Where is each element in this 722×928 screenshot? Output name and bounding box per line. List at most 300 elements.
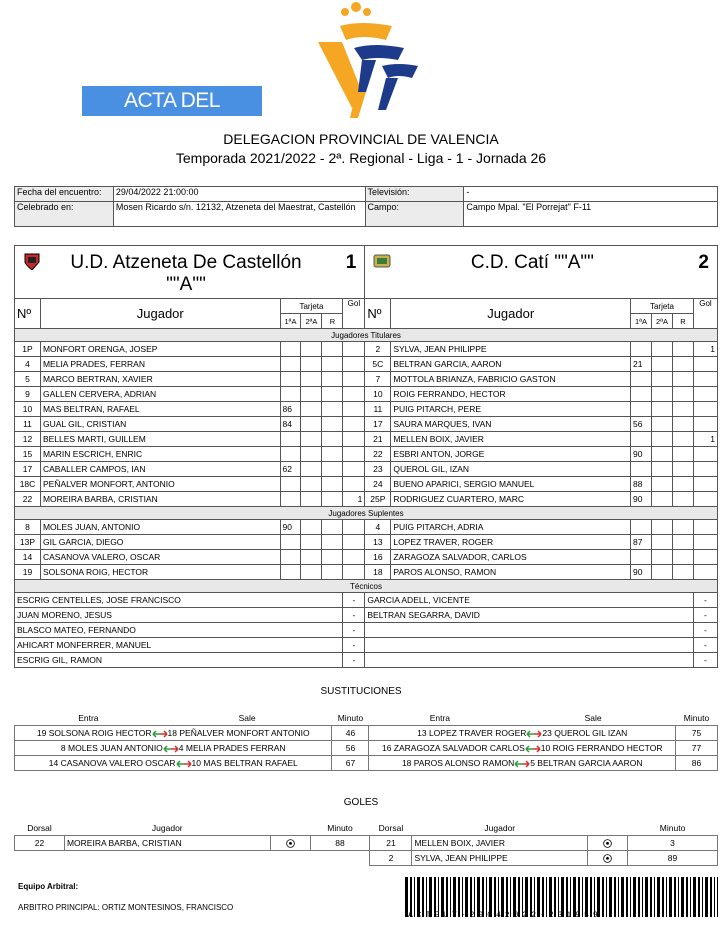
celebrado-label: Celebrado en: (15, 202, 114, 227)
away-player-red (672, 535, 693, 550)
celebrado-value: Mosen Ricardo s/n. 12132, Atzeneta del Maestrat, Castellón (113, 202, 365, 227)
away-sub-minute: 77 (675, 741, 717, 756)
player-row (15, 387, 718, 402)
home-sub-minute: 46 (332, 726, 369, 741)
home-player-goals (343, 432, 365, 447)
away-player-goals (693, 447, 717, 462)
home-player-number: 14 (15, 550, 41, 565)
home-player-name: PEÑALVER MONFORT, ANTONIO (40, 477, 280, 492)
away-goal-ball (588, 851, 628, 866)
home-coach-value: - (343, 623, 365, 638)
away-player-card1: 90 (631, 447, 652, 462)
away-player-card2 (652, 387, 673, 402)
goal-row (15, 851, 718, 866)
home-player-red (322, 372, 343, 387)
home-player-name: MARCO BERTRAN, XAVIER (40, 372, 280, 387)
away-goal-minute: 89 (628, 851, 718, 866)
away-player-goals (693, 387, 717, 402)
away-player-card2 (652, 535, 673, 550)
away-sub-in: 18 PAROS ALONSO RAMON (401, 758, 515, 768)
soccer-ball-icon (286, 839, 295, 848)
home-player-goals (343, 565, 365, 580)
home-player-card1: 84 (280, 417, 301, 432)
home-coach-name: BLASCO MATEO, FERNANDO (15, 623, 343, 638)
away-player-name: MELLEN BOIX, JAVIER (391, 432, 631, 447)
away-player-number: 4 (365, 520, 391, 535)
subs-col-entra-home: Entra (15, 711, 163, 726)
tecnicos-section-row (15, 580, 718, 593)
away-player-red (672, 387, 693, 402)
home-player-card2 (301, 387, 322, 402)
away-team-score: 2 (698, 252, 709, 273)
away-player-card2 (652, 342, 673, 357)
home-player-card2 (301, 492, 322, 507)
home-col-gol: Gol (343, 299, 365, 329)
goal-row (15, 836, 718, 851)
away-player-name: ROIG FERRANDO, HECTOR (391, 387, 631, 402)
home-player-red (322, 462, 343, 477)
home-player-goals (343, 372, 365, 387)
away-coach-value: - (693, 638, 717, 653)
away-player-name: SYLVA, JEAN PHILIPPE (391, 342, 631, 357)
away-player-red (672, 492, 693, 507)
away-player-number: 24 (365, 477, 391, 492)
player-row (15, 372, 718, 387)
away-player-card1 (631, 402, 652, 417)
home-player-card1: 90 (280, 520, 301, 535)
away-player-name: BUENO APARICI, SERGIO MANUEL (391, 477, 631, 492)
substitution-row (15, 726, 718, 741)
home-sub-in: 19 SOLSONA ROIG HECTOR (36, 728, 152, 738)
home-player-card2 (301, 535, 322, 550)
home-player-name: GALLEN CERVERA, ADRIAN (40, 387, 280, 402)
away-player-goals (693, 520, 717, 535)
home-player-goals (343, 462, 365, 477)
away-team-header (365, 246, 718, 299)
away-player-name: PUIG PITARCH, ADRIA (391, 520, 631, 535)
away-coach-value: - (693, 653, 717, 668)
away-player-number: 5C (365, 357, 391, 372)
away-player-goals (693, 402, 717, 417)
away-player-card2 (652, 520, 673, 535)
away-player-goals: 1 (693, 432, 717, 447)
goles-col-blank-home (270, 821, 310, 836)
home-sub-in: 8 MOLES JUAN ANTONIO (60, 743, 163, 753)
away-player-goals (693, 477, 717, 492)
player-row (15, 417, 718, 432)
campo-value: Campo Mpal. "El Porrejat" F-11 (464, 202, 718, 227)
home-player-card1 (280, 432, 301, 447)
goles-col-jugador-away: Jugador (412, 821, 588, 836)
away-player-card2 (652, 550, 673, 565)
away-col-gol: Gol (693, 299, 717, 329)
home-player-red (322, 492, 343, 507)
home-player-goals (343, 402, 365, 417)
home-player-number: 1P (15, 342, 41, 357)
home-player-number: 15 (15, 447, 41, 462)
away-player-card1 (631, 462, 652, 477)
away-player-name: RODRIGUEZ CUARTERO, MARC (391, 492, 631, 507)
goles-col-minuto-away: Minuto (628, 821, 718, 836)
player-row (15, 550, 718, 565)
home-player-name: GUAL GIL, CRISTIAN (40, 417, 280, 432)
away-player-number: 7 (365, 372, 391, 387)
home-player-name: GIL GARCIA, DIEGO (40, 535, 280, 550)
home-goal-player: MOREIRA BARBA, CRISTIAN (64, 836, 270, 851)
temporada-subtitle: Temporada 2021/2022 - 2ª. Regional - Liga - 1 - Jornada 26 (175, 150, 547, 166)
home-player-red (322, 432, 343, 447)
away-substitution (369, 756, 676, 771)
home-player-card2 (301, 565, 322, 580)
away-player-number: 13 (365, 535, 391, 550)
tv-label: Televisión: (365, 187, 464, 202)
away-goal-dorsal: 2 (370, 851, 412, 866)
player-row (15, 565, 718, 580)
home-player-number: 19 (15, 565, 41, 580)
home-crest-icon (23, 252, 41, 270)
away-player-red (672, 372, 693, 387)
away-player-card1: 56 (631, 417, 652, 432)
home-player-card1 (280, 477, 301, 492)
away-player-card1 (631, 520, 652, 535)
away-sub-minute: 75 (675, 726, 717, 741)
campo-label: Campo: (365, 202, 464, 227)
away-player-card1: 90 (631, 492, 652, 507)
home-col-tarjeta: Tarjeta (280, 299, 343, 314)
home-goal-minute: 88 (310, 836, 370, 851)
away-player-card2 (652, 432, 673, 447)
home-player-red (322, 550, 343, 565)
player-row (15, 492, 718, 507)
home-player-goals (343, 550, 365, 565)
sustituciones-title: SUSTITUCIONES (320, 686, 402, 697)
home-player-red (322, 565, 343, 580)
swap-arrow-icon (163, 745, 179, 753)
home-player-goals (343, 387, 365, 402)
home-player-name: CASANOVA VALERO, OSCAR (40, 550, 280, 565)
away-player-name: ZARAGOZA SALVADOR, CARLOS (391, 550, 631, 565)
away-player-name: LOPEZ TRAVER, ROGER (391, 535, 631, 550)
home-sub-minute: 67 (332, 756, 369, 771)
home-player-number: 8 (15, 520, 41, 535)
home-team-header (15, 246, 365, 299)
player-row (15, 477, 718, 492)
home-col-t2: 2ªA (301, 314, 322, 329)
home-player-card1 (280, 387, 301, 402)
home-player-name: MELIA PRADES, FERRAN (40, 357, 280, 372)
player-row (15, 520, 718, 535)
tv-value: - (464, 187, 718, 202)
home-player-goals: 1 (343, 492, 365, 507)
swap-arrow-icon (152, 730, 168, 738)
goles-table (14, 821, 718, 866)
away-player-card1 (631, 550, 652, 565)
player-row (15, 357, 718, 372)
away-player-number: 18 (365, 565, 391, 580)
home-player-card1 (280, 447, 301, 462)
away-player-card1: 21 (631, 357, 652, 372)
home-coach-value: - (343, 593, 365, 608)
away-player-red (672, 357, 693, 372)
home-player-name: BELLES MARTI, GUILLEM (40, 432, 280, 447)
away-player-red (672, 402, 693, 417)
away-substitution (369, 726, 676, 741)
home-player-card1 (280, 550, 301, 565)
away-col-t1: 1ªA (631, 314, 652, 329)
home-player-number: 10 (15, 402, 41, 417)
sustituciones-table (14, 711, 718, 771)
equipo-arbitral-label: Equipo Arbitral: (18, 882, 79, 891)
home-player-goals (343, 520, 365, 535)
home-sub-out: 4 MELIA PRADES FERRAN (178, 743, 286, 753)
home-col-jugador: Jugador (40, 299, 280, 329)
away-player-card2 (652, 477, 673, 492)
swap-arrow-icon (525, 745, 541, 753)
home-player-card2 (301, 477, 322, 492)
away-player-card2 (652, 565, 673, 580)
barcode-text: ACTEUT-29042022-231959 (408, 911, 602, 920)
away-col-t2: 2ªA (652, 314, 673, 329)
subs-col-sale-away: Sale (511, 711, 676, 726)
goles-title: GOLES (343, 797, 379, 808)
away-goal-minute: 3 (628, 836, 718, 851)
fecha-value: 29/04/2022 21:00:00 (113, 187, 365, 202)
away-player-red (672, 565, 693, 580)
home-player-card1 (280, 372, 301, 387)
player-row (15, 402, 718, 417)
away-player-red (672, 447, 693, 462)
home-player-name: MAS BELTRAN, RAFAEL (40, 402, 280, 417)
home-player-goals (343, 357, 365, 372)
home-player-card2 (301, 447, 322, 462)
away-player-number: 16 (365, 550, 391, 565)
away-player-goals (693, 357, 717, 372)
away-sub-in: 13 LOPEZ TRAVER ROGER (417, 728, 527, 738)
away-player-red (672, 342, 693, 357)
away-coach-name: GARCIA ADELL, VICENTE (365, 593, 694, 608)
away-sub-out: 5 BELTRAN GARCIA AARON (530, 758, 643, 768)
home-player-number: 5 (15, 372, 41, 387)
home-player-number: 4 (15, 357, 41, 372)
home-player-card1 (280, 565, 301, 580)
home-player-number: 17 (15, 462, 41, 477)
away-goal-ball (588, 836, 628, 851)
away-player-number: 17 (365, 417, 391, 432)
goles-col-dorsal-home: Dorsal (15, 821, 65, 836)
away-player-card1 (631, 342, 652, 357)
away-col-no: Nº (365, 299, 391, 329)
away-coach-name (365, 623, 694, 638)
home-goal-ball (270, 836, 310, 851)
soccer-ball-icon (603, 854, 612, 863)
home-player-red (322, 520, 343, 535)
away-player-name: MOTTOLA BRIANZA, FABRICIO GASTON (391, 372, 631, 387)
home-player-card2 (301, 432, 322, 447)
home-coach-value: - (343, 638, 365, 653)
swap-arrow-icon (514, 760, 530, 768)
tecnicos-section-title: Técnicos (15, 580, 718, 593)
home-sub-minute: 56 (332, 741, 369, 756)
goles-col-blank-away (588, 821, 628, 836)
home-player-number: 13P (15, 535, 41, 550)
away-goal-player: MELLEN BOIX, JAVIER (412, 836, 588, 851)
home-player-name: MONFORT ORENGA, JOSEP (40, 342, 280, 357)
home-sub-out: 10 MAS BELTRAN RAFAEL (191, 758, 298, 768)
away-player-number: 22 (365, 447, 391, 462)
player-row (15, 447, 718, 462)
home-player-number: 22 (15, 492, 41, 507)
home-goal-empty (15, 851, 370, 866)
away-player-card1: 87 (631, 535, 652, 550)
swap-arrow-icon (526, 730, 542, 738)
away-player-goals (693, 492, 717, 507)
coach-row (15, 623, 718, 638)
home-player-card2 (301, 520, 322, 535)
away-player-name: QUEROL GIL, IZAN (391, 462, 631, 477)
soccer-ball-icon (603, 839, 612, 848)
away-player-card1: 88 (631, 477, 652, 492)
home-coach-value: - (343, 653, 365, 668)
acta-title: ACTA DEL PARTIDO (82, 86, 262, 116)
home-player-card1 (280, 535, 301, 550)
home-player-card1: 62 (280, 462, 301, 477)
away-player-goals (693, 417, 717, 432)
away-col-tarjeta: Tarjeta (631, 299, 694, 314)
swap-arrow-icon (176, 760, 192, 768)
away-player-name: PAROS ALONSO, RAMON (391, 565, 631, 580)
away-player-red (672, 550, 693, 565)
home-sub-in: 14 CASANOVA VALERO OSCAR (48, 758, 176, 768)
home-substitution (15, 741, 332, 756)
arbitro-principal: ARBITRO PRINCIPAL: ORTIZ MONTESINOS, FRANCISCO (18, 903, 234, 912)
away-player-number: 23 (365, 462, 391, 477)
subs-col-entra-away: Entra (369, 711, 511, 726)
home-player-red (322, 447, 343, 462)
substitution-row (15, 756, 718, 771)
goles-col-jugador-home: Jugador (64, 821, 270, 836)
home-player-red (322, 387, 343, 402)
away-sub-out: 23 QUEROL GIL IZAN (542, 728, 628, 738)
home-player-card2 (301, 417, 322, 432)
away-player-goals: 1 (693, 342, 717, 357)
coach-row (15, 593, 718, 608)
home-goal-dorsal: 22 (15, 836, 65, 851)
home-team-name: U.D. Atzeneta De Castellón ""A"" (70, 252, 302, 295)
away-player-name: ESBRI ANTON, JORGE (391, 447, 631, 462)
subs-col-minuto-away: Minuto (675, 711, 717, 726)
away-coach-value: - (693, 608, 717, 623)
home-player-name: MOREIRA BARBA, CRISTIAN (40, 492, 280, 507)
away-coach-name (365, 653, 694, 668)
away-player-goals (693, 372, 717, 387)
away-player-card2 (652, 417, 673, 432)
home-player-card2 (301, 402, 322, 417)
home-col-t1: 1ªA (280, 314, 301, 329)
match-info-table (14, 186, 718, 227)
home-player-card2 (301, 462, 322, 477)
away-player-card2 (652, 492, 673, 507)
away-player-card1 (631, 372, 652, 387)
away-player-goals (693, 550, 717, 565)
home-player-card2 (301, 357, 322, 372)
away-substitution (369, 741, 676, 756)
away-player-number: 10 (365, 387, 391, 402)
away-player-name: PUIG PITARCH, PERE (391, 402, 631, 417)
home-player-name: SOLSONA ROIG, HECTOR (40, 565, 280, 580)
home-coach-name: ESCRIG GIL, RAMON (15, 653, 343, 668)
home-coach-value: - (343, 608, 365, 623)
away-crest-icon (373, 252, 391, 270)
home-player-card1: 86 (280, 402, 301, 417)
away-player-red (672, 520, 693, 535)
titulares-section-title: Jugadores Titulares (15, 329, 718, 342)
away-coach-name: BELTRAN SEGARRA, DAVID (365, 608, 694, 623)
home-team-score: 1 (345, 252, 357, 273)
teams-table (14, 245, 718, 668)
home-player-red (322, 535, 343, 550)
home-player-card2 (301, 550, 322, 565)
home-player-name: MARIN ESCRICH, ENRIC (40, 447, 280, 462)
home-player-name: CABALLER CAMPOS, IAN (40, 462, 280, 477)
away-player-number: 25P (365, 492, 391, 507)
away-coach-value: - (693, 593, 717, 608)
away-player-card1 (631, 387, 652, 402)
away-player-card2 (652, 447, 673, 462)
away-goal-dorsal: 21 (370, 836, 412, 851)
home-player-card1 (280, 492, 301, 507)
home-sub-out: 18 PEÑALVER MONFORT ANTONIO (167, 728, 310, 738)
suplentes-section-row (15, 507, 718, 520)
home-col-no: Nº (15, 299, 41, 329)
home-player-red (322, 402, 343, 417)
substitution-row (15, 741, 718, 756)
away-team-name: C.D. Catí ""A"" (470, 252, 594, 273)
coach-row (15, 653, 718, 668)
away-player-goals (693, 535, 717, 550)
home-player-goals (343, 447, 365, 462)
coach-row (15, 638, 718, 653)
away-player-red (672, 477, 693, 492)
home-player-goals (343, 477, 365, 492)
away-col-r: R (672, 314, 693, 329)
home-player-number: 12 (15, 432, 41, 447)
home-player-number: 18C (15, 477, 41, 492)
away-sub-out: 10 ROIG FERRANDO HECTOR (540, 743, 663, 753)
home-player-goals (343, 417, 365, 432)
home-player-card1 (280, 357, 301, 372)
away-player-name: BELTRAN GARCIA, AARON (391, 357, 631, 372)
subs-col-sale-home: Sale (162, 711, 332, 726)
home-substitution (15, 756, 332, 771)
home-player-card2 (301, 372, 322, 387)
away-player-red (672, 432, 693, 447)
federation-logo (300, 0, 430, 125)
away-player-card1: 90 (631, 565, 652, 580)
player-row (15, 535, 718, 550)
home-player-name: MOLES JUAN, ANTONIO (40, 520, 280, 535)
away-player-red (672, 462, 693, 477)
home-col-r: R (322, 314, 343, 329)
titulares-section-row (15, 329, 718, 342)
home-player-red (322, 417, 343, 432)
home-player-number: 11 (15, 417, 41, 432)
home-player-red (322, 477, 343, 492)
suplentes-section-title: Jugadores Suplentes (15, 507, 718, 520)
away-player-number: 2 (365, 342, 391, 357)
away-player-red (672, 417, 693, 432)
goles-col-minuto-home: Minuto (310, 821, 370, 836)
home-coach-name: JUAN MORENO, JESUS (15, 608, 343, 623)
